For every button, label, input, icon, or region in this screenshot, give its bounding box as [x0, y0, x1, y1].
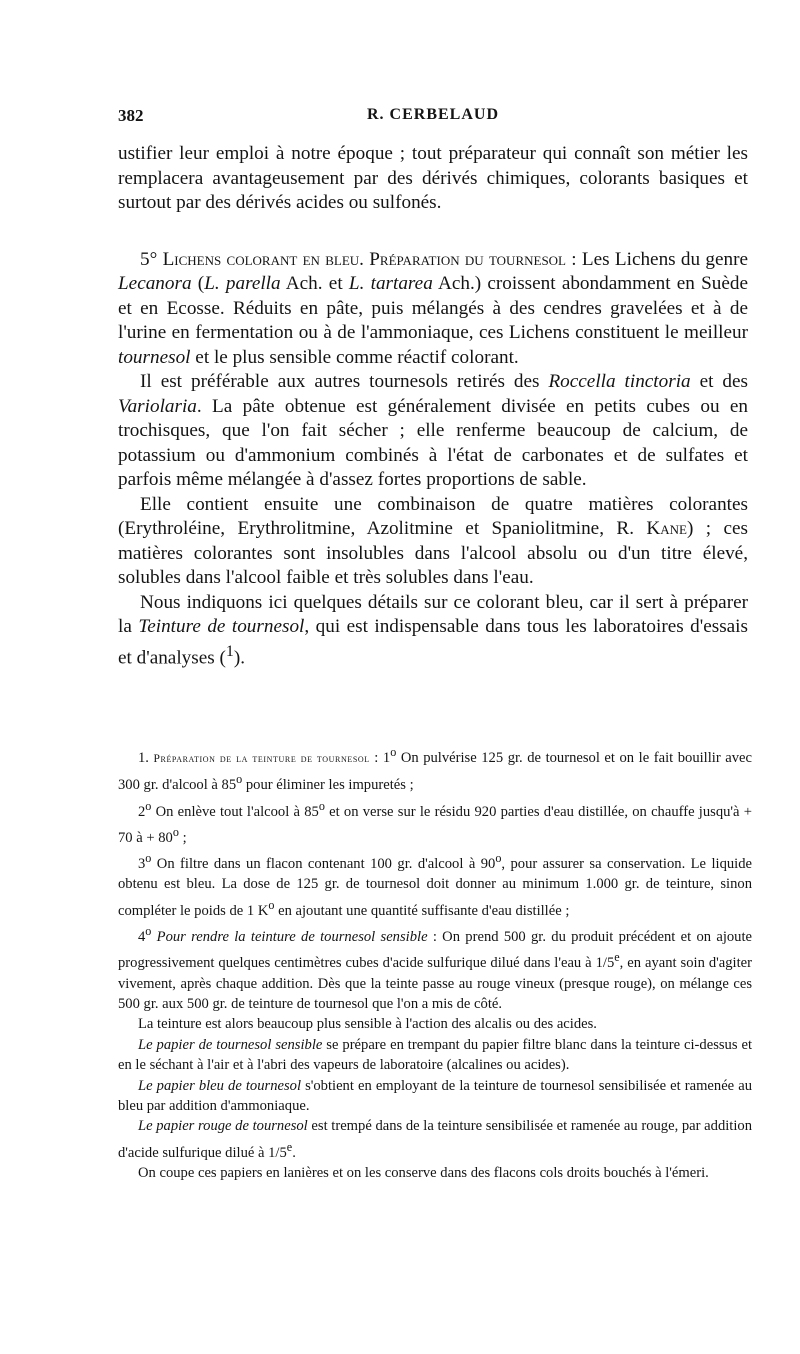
section-paragraph: 5° Lichens colorant en bleu. Préparation du tournesol : Les Lichens du genre Lecanora (L. parella Ach. et L. tartarea Ach.) croissent abondamment en Suède et en Ecosse. Réduits en pâte, puis mélangés à des cendres gravelées et à de l'urine en fermentation ou à de l'ammoniaque, ces Lichens constituent le meilleur tournesol et le plus sensible comme réactif colorant.	[118, 248, 749, 368]
paragraph-empty	[118, 226, 748, 232]
paragraph: ustifier leur emploi à notre époque ; tout préparateur qui connaît son métier les remplacera avantageusement par des dérivés chimiques, colorants basiques et surtout par des dérivés acides ou sulfonés.	[118, 143, 748, 213]
section-heading: Lichens colorant en bleu. Préparation du tournesol	[162, 248, 566, 270]
footnote-item: 2$^o$ On enlève tout l'alcool à 85$^o$ et on verse sur le résidu 920 parties d'eau distillée, on chauffe jusqu'à + 70 à + $80^o$ ;	[118, 798, 752, 846]
footnote-item: On coupe ces papiers en lanières et on les conserve dans des flacons cols droits bouchés à l'émeri.	[138, 1165, 709, 1182]
footnote-item: 1. Préparation de la teinture de tournesol : 1$^o$ On pulvérise 125 gr. de tournesol et on le fait bouillir avec 300 gr. d'alcool à 85$^o$ pour éliminer les impuretés ;	[118, 745, 752, 794]
page-header	[118, 106, 748, 130]
footnote-item: Le papier rouge de tournesol est trempé dans de la teinture sensibilisée et ramenée au rouge, par addition d'acide sulfurique dilué à 1/5e.	[118, 1118, 753, 1161]
genus-name: Variolaria	[118, 395, 197, 417]
footnote-item: La teinture est alors beaucoup plus sensible à l'action des alcalis ou des acides.	[138, 1016, 597, 1033]
term-italic: Le papier de tournesol sensible	[138, 1036, 323, 1053]
footnote-ref: 1	[225, 642, 234, 660]
footnote-heading: Préparation de la teinture de tournesol	[153, 752, 370, 765]
species-name: L. parella	[204, 273, 281, 294]
genus-name: Lecanora	[118, 273, 192, 294]
paragraph: Il est préférable aux autres tournesols retirés des Roccella tinctoria et des Variolaria. La pâte obtenue est généralement divisée en petits cubes ou en trochisques, que l'on fait sécher ; elle renferme beaucoup de calcium, de potassium ou d'ammonium combinés à l'état de carbonates et de sulfates et parfois même mélangée à d'assez fortes proportions de sable.	[118, 371, 748, 490]
paragraph: Elle contient ensuite une combinaison de quatre matières colorantes (Erythroléine, Erythrolitmine, Azolitmine et Spaniolitmine, R. Kane) ; ces matières colorantes sont insolubles dans l'alcool absolu ou d'un titre élevé, solubles dans l'alcool faible et très solubles dans l'eau.	[118, 493, 748, 588]
author-name: Kane	[646, 518, 687, 539]
section-number: 5°	[140, 248, 158, 270]
species-name: Roccella tinctoria	[548, 371, 691, 392]
running-title: R. CERBELAUD	[366, 106, 499, 123]
term-italic: Le papier bleu de tournesol	[138, 1077, 301, 1094]
footnote-item: 3$^o$ On filtre dans un flacon contenant 100 gr. d'alcool à 90$^o$, pour assurer sa conservation. Le liquide obtenu est bleu. La dose de 125 gr. de tournesol doit donner au minimum 1.000 gr. de teinture, sinon compléter le poids de 1 $K^o$ en ajoutant une quantité suffisante d'eau distillée ;	[118, 851, 752, 919]
page-number: 382	[118, 106, 144, 125]
term-italic: tournesol	[118, 346, 191, 368]
footnotes	[118, 742, 752, 1183]
term-italic: Pour rendre la teinture de tournesol sensible	[151, 928, 428, 945]
footnote-item: 4$^o$ Pour rendre la teinture de tournesol sensible : On prend 500 gr. du produit précédent et on ajoute progressivement quelques centimètres cubes d'acide sulfurique dilué dans l'eau à 1/5e, en ayant soin d'agiter vivement, après chaque addition. Dès que la teinte passe au rouge vineux (presque rouge), on mélange ces 500 gr. aux 500 gr. de teinture de tournesol que l'on a mis de côté.	[118, 924, 752, 1012]
footnote-number: 1.	[138, 749, 149, 766]
footnote-item: Le papier de tournesol sensible se prépare en trempant du papier filtre blanc dans la teinture ci-dessus et en le séchant à l'air et à l'abri des vapeurs de laboratoire (alcalines ou acides).	[118, 1036, 752, 1074]
main-text	[118, 142, 748, 670]
species-name: L. tartarea	[348, 273, 433, 294]
paragraph: Nous indiquons ici quelques détails sur ce colorant bleu, car il sert à préparer la Teinture de tournesol, qui est indispensable dans tous les laboratoires d'essais et d'analyses ($^1$).	[118, 591, 748, 668]
term-italic: Le papier rouge de tournesol	[138, 1118, 308, 1135]
term-italic: Teinture de tournesol	[138, 616, 305, 637]
footnote-item: Le papier bleu de tournesol s'obtient en employant de la teinture de tournesol sensibilisée et ramenée au bleu par addition d'ammoniaque.	[118, 1077, 752, 1114]
